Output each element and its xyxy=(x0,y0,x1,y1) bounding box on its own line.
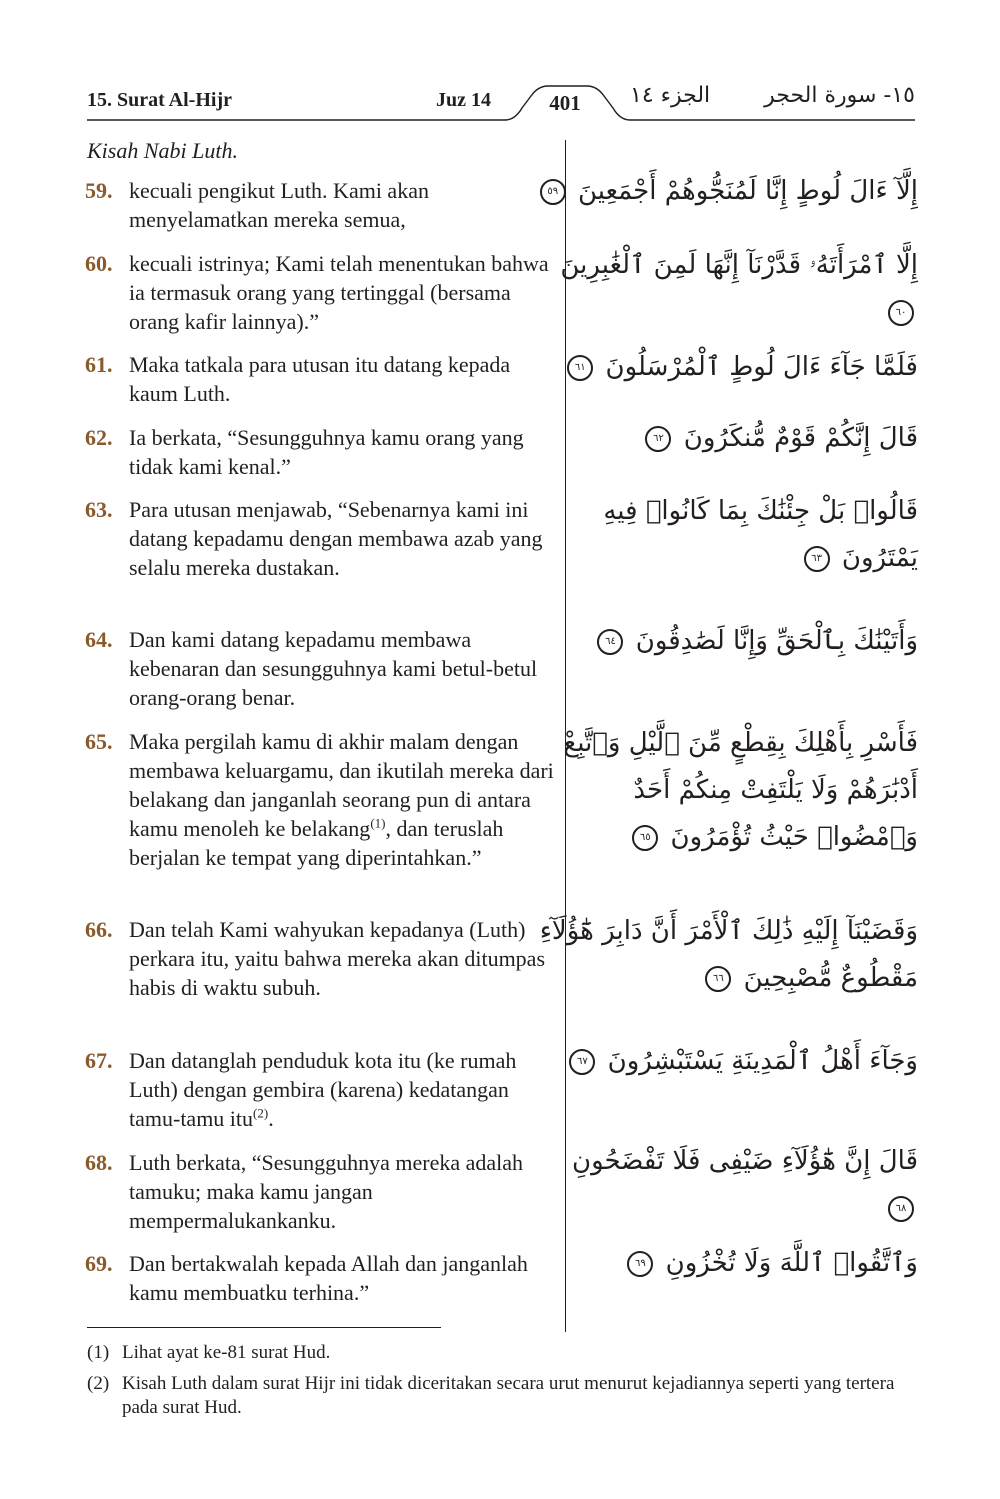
verse-translation: Dan telah Kami wahyukan kepadanya (Luth) perkara itu, yaitu bahwa mereka akan ditumpas habis di waktu subuh. xyxy=(129,917,546,1000)
verse-translation: Maka tatkala para utusan itu datang kepada kaum Luth. xyxy=(129,352,511,406)
verse-end-marker: ٦٠ xyxy=(888,300,914,326)
verse-number: 59. xyxy=(85,178,113,203)
verse-number: 68. xyxy=(85,1150,113,1175)
translation-61 xyxy=(85,350,563,408)
arabic-verse-62: قَالَ إِنَّكُمْ قَوْمٌ مُّنكَرُونَ ٦٢ xyxy=(538,415,918,462)
section-heading: Kisah Nabi Luth. xyxy=(87,138,238,163)
arabic-verse-60: إِلَّا ٱمْرَأَتَهُۥ قَدَّرْنَآ إِنَّهَا لَمِنَ ٱلْغَٰبِرِينَ ٦٠ xyxy=(538,242,918,336)
footnote-text: Lihat ayat ke-81 surat Hud. xyxy=(122,1342,331,1363)
arabic-verse-66: وَقَضَيْنَآ إِلَيْهِ ذَٰلِكَ ٱلْأَمْرَ أَنَّ دَابِرَ هَٰٓؤُلَآءِ مَقْطُوعٌ مُّصْبِحِينَ ٦٦ xyxy=(539,916,918,993)
verse-number: 62. xyxy=(85,425,113,450)
translation-67 xyxy=(85,1046,563,1133)
verse-number: 67. xyxy=(85,1048,113,1073)
footnote-1 xyxy=(87,1341,917,1365)
translation-68 xyxy=(85,1148,563,1235)
translation-66 xyxy=(85,915,563,1002)
verse-translation: kecuali pengikut Luth. Kami akan menyelamatkan mereka semua, xyxy=(129,178,429,232)
verse-number: 64. xyxy=(85,627,113,652)
arabic-surah-title: ١٥- سورة الحجر xyxy=(764,83,915,108)
arabic-verse-69: وَٱتَّقُوا۟ ٱللَّهَ وَلَا تُخْزُونِ ٦٩ xyxy=(538,1240,918,1287)
verse-end-marker: ٥٩ xyxy=(540,179,566,205)
translation-64 xyxy=(85,625,563,712)
verse-number: 60. xyxy=(85,251,113,276)
verse-end-marker: ٦٢ xyxy=(645,426,671,452)
header-rule xyxy=(0,0,1000,140)
verse-number: 69. xyxy=(85,1251,113,1276)
verse-translation: Dan kami datang kepadamu membawa kebenaran dan sesungguhnya kami betul-betul orang-orang benar. xyxy=(129,627,538,710)
verse-translation: Luth berkata, “Sesungguhnya mereka adalah tamuku; maka kamu jangan mempermalukankanku. xyxy=(129,1150,524,1233)
verse-number: 65. xyxy=(85,729,113,754)
arabic-verse-63: قَالُوا۟ بَلْ جِئْنَٰكَ بِمَا كَانُوا۟ فِيهِ يَمْتَرُونَ ٦٣ xyxy=(603,496,918,573)
verse-translation: Ia berkata, “Sesungguhnya kamu orang yang tidak kami kenal.” xyxy=(129,425,524,479)
juz-label: Juz 14 xyxy=(436,89,491,111)
footnote-ref: (1) xyxy=(370,815,386,831)
verse-end-marker: ٦٩ xyxy=(627,1251,653,1277)
translation-62 xyxy=(85,423,563,481)
footnote-2 xyxy=(87,1372,917,1420)
page-number: 401 xyxy=(549,91,581,115)
arabic-verse-64: وَأَتَيْنَٰكَ بِٱلْحَقِّ وَإِنَّا لَصَٰدِقُونَ ٦٤ xyxy=(538,618,918,665)
verse-number: 66. xyxy=(85,917,113,942)
translation-60 xyxy=(85,249,563,336)
verse-end-marker: ٦٥ xyxy=(632,825,658,851)
translation-65 xyxy=(85,727,563,872)
footnote-marker: (2) xyxy=(87,1373,110,1394)
verse-translation: Dan bertakwalah kepada Allah dan janganlah kamu membuatku terhina.” xyxy=(129,1251,528,1305)
verse-number: 61. xyxy=(85,352,113,377)
verse-translation: Dan datanglah penduduk kota itu (ke rumah Luth) dengan gembira (karena) kedatangan tamu-tamu itu$^{(2)}$. xyxy=(129,1048,517,1131)
verse-end-marker: ٦١ xyxy=(567,355,593,381)
arabic-verse-65: فَأَسْرِ بِأَهْلِكَ بِقِطْعٍ مِّنَ ٱلَّيْلِ وَٱتَّبِعْ أَدْبَٰرَهُمْ وَلَا يَلْتَفِتْ مِنكُمْ أَحَدٌ وَٱمْضُوا۟ حَيْثُ تُؤْمَرُونَ ٦٥ xyxy=(563,728,918,852)
verse-translation: Para utusan menjawab, “Sebenarnya kami ini datang kepadamu dengan membawa azab yang selalu mereka dustakan. xyxy=(129,497,543,580)
translation-63 xyxy=(85,495,563,582)
footnote-rule xyxy=(87,1327,441,1328)
translation-69 xyxy=(85,1249,563,1307)
footnote-text: Kisah Luth dalam surat Hijr ini tidak diceritakan secara urut menurut kejadiannya seperti yang tertera pada surat Hud. xyxy=(122,1373,895,1418)
verse-number: 63. xyxy=(85,497,113,522)
arabic-juz-label: الجزء ١٤ xyxy=(630,83,711,108)
verse-translation: Maka pergilah kamu di akhir malam dengan membawa keluargamu, dan ikutilah mereka dari belakang dan janganlah seorang pun di antara kamu menoleh ke belakang$^{(1)}$, dan teruslah berjalan ke tempat yang diperintahkan.” xyxy=(129,729,554,870)
arabic-verse-59: إِلَّآ ءَالَ لُوطٍ إِنَّا لَمُنَجُّوهُمْ أَجْمَعِينَ ٥٩ xyxy=(538,168,918,215)
arabic-verse-67: وَجَآءَ أَهْلُ ٱلْمَدِينَةِ يَسْتَبْشِرُونَ ٦٧ xyxy=(538,1038,918,1085)
verse-translation: kecuali istrinya; Kami telah menentukan bahwa ia termasuk orang yang tertinggal (bersama orang kafir lainnya).” xyxy=(129,251,549,334)
verse-end-marker: ٦٤ xyxy=(597,629,623,655)
arabic-verse-68: قَالَ إِنَّ هَٰٓؤُلَآءِ ضَيْفِى فَلَا تَفْضَحُونِ ٦٨ xyxy=(538,1138,918,1232)
verse-end-marker: ٦٨ xyxy=(888,1196,914,1222)
arabic-verse-61: فَلَمَّا جَآءَ ءَالَ لُوطٍ ٱلْمُرْسَلُونَ ٦١ xyxy=(538,344,918,391)
translation-59 xyxy=(85,176,563,234)
verse-end-marker: ٦٣ xyxy=(804,546,830,572)
verse-end-marker: ٦٧ xyxy=(569,1049,595,1075)
footnote-marker: (1) xyxy=(87,1342,110,1363)
verse-end-marker: ٦٦ xyxy=(705,966,731,992)
footnote-ref: (2) xyxy=(253,1105,269,1121)
surah-title: 15. Surat Al-Hijr xyxy=(87,89,232,111)
